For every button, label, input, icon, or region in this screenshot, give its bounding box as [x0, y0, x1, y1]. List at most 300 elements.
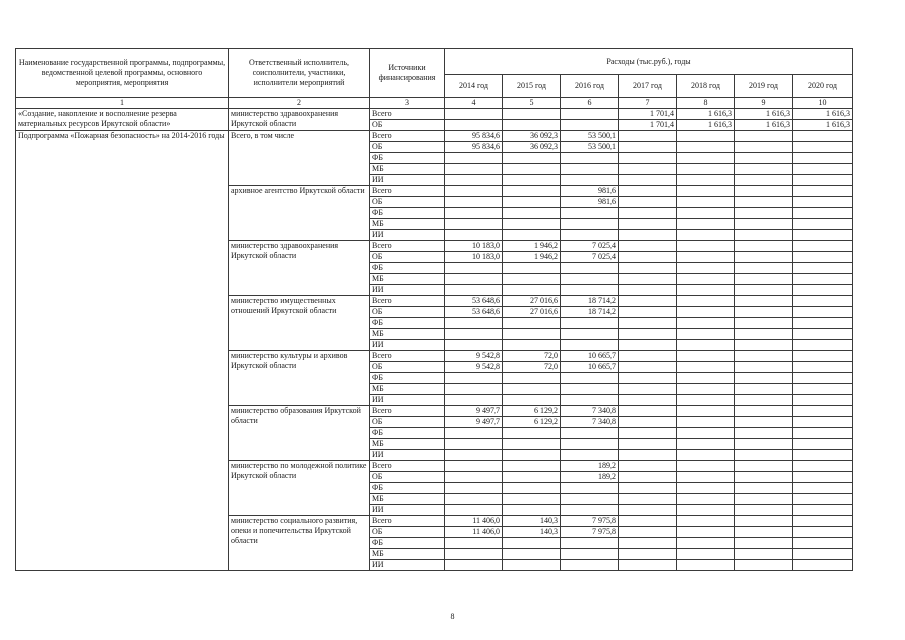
amount-cell [619, 417, 677, 428]
amount-cell [793, 318, 853, 329]
executor-name: министерство по молодежной политике Иркутской области [229, 461, 370, 516]
amount-cell [445, 318, 503, 329]
amount-cell [445, 461, 503, 472]
amount-cell [619, 406, 677, 417]
amount-cell [793, 483, 853, 494]
amount-cell [561, 395, 619, 406]
amount-cell: 7 025,4 [561, 252, 619, 263]
amount-cell [619, 373, 677, 384]
amount-cell: 11 406,0 [445, 516, 503, 527]
amount-cell [445, 186, 503, 197]
amount-cell [619, 274, 677, 285]
funding-source: ФБ [370, 318, 445, 329]
funding-source: МБ [370, 384, 445, 395]
amount-cell [445, 472, 503, 483]
amount-cell [677, 153, 735, 164]
amount-cell [677, 472, 735, 483]
amount-cell [619, 384, 677, 395]
amount-cell [445, 494, 503, 505]
amount-cell [793, 450, 853, 461]
amount-cell [445, 439, 503, 450]
amount-cell [561, 153, 619, 164]
funding-source: ОБ [370, 362, 445, 373]
amount-cell [445, 428, 503, 439]
amount-cell [561, 175, 619, 186]
amount-cell [677, 285, 735, 296]
amount-cell [793, 131, 853, 142]
amount-cell [735, 131, 793, 142]
amount-cell [677, 516, 735, 527]
amount-cell [677, 142, 735, 153]
amount-cell [445, 384, 503, 395]
funding-source: Всего [370, 186, 445, 197]
amount-cell [503, 274, 561, 285]
amount-cell [677, 164, 735, 175]
amount-cell [619, 549, 677, 560]
amount-cell: 981,6 [561, 197, 619, 208]
amount-cell [503, 538, 561, 549]
amount-cell [735, 417, 793, 428]
amount-cell [793, 362, 853, 373]
amount-cell [677, 373, 735, 384]
funding-source: МБ [370, 164, 445, 175]
amount-cell [677, 384, 735, 395]
executor-name: министерство социального развития, опеки и попечительства Иркутской области [229, 516, 370, 571]
amount-cell: 7 975,8 [561, 527, 619, 538]
amount-cell [793, 384, 853, 395]
amount-cell [677, 417, 735, 428]
amount-cell [793, 417, 853, 428]
amount-cell [445, 505, 503, 516]
amount-cell: 53 500,1 [561, 131, 619, 142]
funding-source: Всего [370, 131, 445, 142]
amount-cell [677, 406, 735, 417]
amount-cell [735, 483, 793, 494]
amount-cell [793, 186, 853, 197]
funding-source: МБ [370, 549, 445, 560]
header-program-name: Наименование государственной программы, подпрограммы, ведомственной целевой программы, основного мероприятия, мероприятия [16, 49, 229, 98]
amount-cell [445, 153, 503, 164]
funding-source: Всего [370, 296, 445, 307]
amount-cell: 18 714,2 [561, 307, 619, 318]
amount-cell: 72,0 [503, 351, 561, 362]
amount-cell [619, 428, 677, 439]
amount-cell [503, 494, 561, 505]
funding-source: ИИ [370, 175, 445, 186]
amount-cell [677, 494, 735, 505]
program-name: «Создание, накопление и восполнение резерва материальных ресурсов Иркутской области» [16, 109, 229, 131]
funding-source: ИИ [370, 450, 445, 461]
amount-cell: 981,6 [561, 186, 619, 197]
amount-cell [677, 549, 735, 560]
amount-cell [445, 263, 503, 274]
amount-cell [561, 120, 619, 131]
column-index: 10 [793, 98, 853, 109]
column-index-row [16, 98, 853, 109]
funding-source: Всего [370, 461, 445, 472]
funding-source: Всего [370, 516, 445, 527]
funding-source: ОБ [370, 142, 445, 153]
amount-cell [735, 439, 793, 450]
funding-source: МБ [370, 274, 445, 285]
amount-cell: 1 616,3 [793, 109, 853, 120]
amount-cell [445, 274, 503, 285]
amount-cell: 9 542,8 [445, 362, 503, 373]
amount-cell [677, 307, 735, 318]
funding-source: МБ [370, 439, 445, 450]
funding-source: ОБ [370, 197, 445, 208]
amount-cell [735, 329, 793, 340]
amount-cell: 72,0 [503, 362, 561, 373]
amount-cell [503, 263, 561, 274]
table-row [16, 131, 853, 142]
header-expenses: Расходы (тыс.руб.), годы [445, 49, 853, 75]
amount-cell [561, 505, 619, 516]
header-executor: Ответственный исполнитель, соисполнители, участники, исполнители мероприятий [229, 49, 370, 98]
amount-cell [677, 329, 735, 340]
program-name: Подпрограмма «Пожарная безопасность» на 2014-2016 годы [16, 131, 229, 571]
funding-source: ФБ [370, 538, 445, 549]
column-index: 4 [445, 98, 503, 109]
amount-cell: 95 834,6 [445, 142, 503, 153]
amount-cell [561, 285, 619, 296]
amount-cell [677, 362, 735, 373]
funding-source: Всего [370, 351, 445, 362]
amount-cell: 6 129,2 [503, 417, 561, 428]
amount-cell [445, 120, 503, 131]
amount-cell: 6 129,2 [503, 406, 561, 417]
amount-cell [619, 263, 677, 274]
amount-cell [735, 296, 793, 307]
amount-cell [793, 219, 853, 230]
amount-cell [561, 450, 619, 461]
amount-cell: 95 834,6 [445, 131, 503, 142]
amount-cell [561, 384, 619, 395]
funding-source: ОБ [370, 527, 445, 538]
amount-cell [445, 230, 503, 241]
header-year: 2020 год [793, 75, 853, 98]
amount-cell: 10 183,0 [445, 252, 503, 263]
header-funding-source: Источники финансирования [370, 49, 445, 98]
header-year: 2019 год [735, 75, 793, 98]
amount-cell: 1 946,2 [503, 241, 561, 252]
amount-cell [793, 164, 853, 175]
amount-cell [735, 527, 793, 538]
amount-cell: 53 648,6 [445, 307, 503, 318]
header-year: 2014 год [445, 75, 503, 98]
amount-cell [561, 318, 619, 329]
amount-cell [619, 329, 677, 340]
amount-cell [735, 263, 793, 274]
amount-cell [503, 505, 561, 516]
amount-cell [793, 208, 853, 219]
amount-cell [619, 516, 677, 527]
amount-cell [793, 549, 853, 560]
amount-cell [735, 340, 793, 351]
amount-cell [793, 439, 853, 450]
amount-cell [619, 351, 677, 362]
amount-cell [445, 483, 503, 494]
amount-cell [793, 516, 853, 527]
amount-cell [503, 384, 561, 395]
amount-cell [619, 439, 677, 450]
amount-cell [619, 219, 677, 230]
amount-cell: 1 616,3 [735, 109, 793, 120]
amount-cell [619, 340, 677, 351]
funding-source: Всего [370, 241, 445, 252]
amount-cell [735, 560, 793, 571]
amount-cell [677, 527, 735, 538]
amount-cell [503, 450, 561, 461]
amount-cell [619, 175, 677, 186]
amount-cell [561, 439, 619, 450]
amount-cell [619, 131, 677, 142]
funding-source: ФБ [370, 428, 445, 439]
amount-cell [445, 340, 503, 351]
amount-cell [561, 109, 619, 120]
amount-cell [793, 263, 853, 274]
amount-cell: 1 701,4 [619, 120, 677, 131]
funding-source: ОБ [370, 307, 445, 318]
amount-cell [445, 373, 503, 384]
amount-cell: 53 500,1 [561, 142, 619, 153]
column-index: 9 [735, 98, 793, 109]
amount-cell [619, 450, 677, 461]
funding-source: МБ [370, 329, 445, 340]
amount-cell: 7 025,4 [561, 241, 619, 252]
amount-cell [503, 549, 561, 560]
amount-cell [793, 428, 853, 439]
amount-cell [677, 395, 735, 406]
amount-cell [445, 197, 503, 208]
amount-cell: 18 714,2 [561, 296, 619, 307]
amount-cell [735, 428, 793, 439]
funding-source: ФБ [370, 208, 445, 219]
amount-cell [445, 329, 503, 340]
amount-cell [445, 219, 503, 230]
amount-cell [793, 296, 853, 307]
table-row [16, 109, 853, 120]
amount-cell [735, 142, 793, 153]
amount-cell [619, 395, 677, 406]
amount-cell [619, 461, 677, 472]
amount-cell [503, 285, 561, 296]
amount-cell [677, 351, 735, 362]
funding-source: ОБ [370, 252, 445, 263]
amount-cell: 1 701,4 [619, 109, 677, 120]
header-year: 2017 год [619, 75, 677, 98]
amount-cell: 10 183,0 [445, 241, 503, 252]
amount-cell: 1 946,2 [503, 252, 561, 263]
amount-cell [445, 538, 503, 549]
amount-cell [503, 428, 561, 439]
amount-cell [503, 175, 561, 186]
amount-cell [735, 208, 793, 219]
amount-cell [561, 483, 619, 494]
amount-cell: 1 616,3 [793, 120, 853, 131]
amount-cell [503, 329, 561, 340]
header-year: 2016 год [561, 75, 619, 98]
amount-cell [735, 384, 793, 395]
amount-cell [503, 153, 561, 164]
executor-name: министерство образования Иркутской области [229, 406, 370, 461]
amount-cell [503, 461, 561, 472]
amount-cell: 7 340,8 [561, 406, 619, 417]
amount-cell [793, 252, 853, 263]
amount-cell [619, 186, 677, 197]
executor-name: министерство здравоохранения Иркутской области [229, 241, 370, 296]
amount-cell [735, 252, 793, 263]
amount-cell [677, 230, 735, 241]
amount-cell [735, 494, 793, 505]
amount-cell [735, 197, 793, 208]
amount-cell [793, 538, 853, 549]
executor-name: министерство имущественных отношений Иркутской области [229, 296, 370, 351]
amount-cell [503, 318, 561, 329]
amount-cell [619, 318, 677, 329]
funding-source: ИИ [370, 560, 445, 571]
amount-cell [793, 274, 853, 285]
amount-cell: 140,3 [503, 527, 561, 538]
amount-cell: 27 016,6 [503, 296, 561, 307]
funding-source: ОБ [370, 417, 445, 428]
amount-cell [793, 285, 853, 296]
column-index: 3 [370, 98, 445, 109]
amount-cell [503, 472, 561, 483]
amount-cell [445, 560, 503, 571]
column-index: 7 [619, 98, 677, 109]
amount-cell [619, 164, 677, 175]
amount-cell [793, 197, 853, 208]
amount-cell [503, 395, 561, 406]
amount-cell [677, 274, 735, 285]
amount-cell [735, 461, 793, 472]
amount-cell [677, 252, 735, 263]
amount-cell [735, 219, 793, 230]
amount-cell [677, 186, 735, 197]
amount-cell [735, 186, 793, 197]
funding-source: ФБ [370, 153, 445, 164]
amount-cell [619, 483, 677, 494]
amount-cell [619, 472, 677, 483]
amount-cell: 189,2 [561, 461, 619, 472]
funding-source: ИИ [370, 285, 445, 296]
amount-cell: 53 648,6 [445, 296, 503, 307]
amount-cell: 189,2 [561, 472, 619, 483]
amount-cell [619, 241, 677, 252]
amount-cell [503, 373, 561, 384]
amount-cell [735, 241, 793, 252]
amount-cell: 7 340,8 [561, 417, 619, 428]
amount-cell [503, 109, 561, 120]
funding-source: Всего [370, 406, 445, 417]
amount-cell [677, 318, 735, 329]
amount-cell [445, 285, 503, 296]
column-index: 8 [677, 98, 735, 109]
amount-cell: 1 616,3 [677, 109, 735, 120]
amount-cell: 9 497,7 [445, 406, 503, 417]
amount-cell [793, 230, 853, 241]
amount-cell [735, 274, 793, 285]
amount-cell [503, 197, 561, 208]
amount-cell [561, 230, 619, 241]
amount-cell [561, 274, 619, 285]
amount-cell [445, 208, 503, 219]
amount-cell [793, 406, 853, 417]
amount-cell [619, 285, 677, 296]
amount-cell [735, 230, 793, 241]
amount-cell [677, 263, 735, 274]
amount-cell [561, 494, 619, 505]
executor-name: архивное агентство Иркутской области [229, 186, 370, 241]
funding-source: ФБ [370, 373, 445, 384]
amount-cell [677, 340, 735, 351]
funding-source: ИИ [370, 230, 445, 241]
amount-cell [445, 175, 503, 186]
amount-cell [619, 505, 677, 516]
amount-cell [619, 362, 677, 373]
amount-cell [677, 197, 735, 208]
amount-cell [503, 560, 561, 571]
amount-cell [619, 153, 677, 164]
amount-cell [561, 219, 619, 230]
funding-source: Всего [370, 109, 445, 120]
amount-cell [793, 527, 853, 538]
amount-cell [735, 175, 793, 186]
funding-source: МБ [370, 494, 445, 505]
amount-cell: 10 665,7 [561, 351, 619, 362]
funding-source: ФБ [370, 483, 445, 494]
amount-cell [561, 560, 619, 571]
amount-cell [561, 263, 619, 274]
amount-cell [735, 318, 793, 329]
funding-source: ФБ [370, 263, 445, 274]
amount-cell [619, 560, 677, 571]
column-index: 1 [16, 98, 229, 109]
amount-cell [677, 131, 735, 142]
amount-cell [561, 329, 619, 340]
amount-cell [619, 208, 677, 219]
amount-cell [735, 472, 793, 483]
amount-cell [793, 560, 853, 571]
header-year: 2018 год [677, 75, 735, 98]
column-index: 6 [561, 98, 619, 109]
amount-cell [677, 219, 735, 230]
amount-cell: 1 616,3 [677, 120, 735, 131]
amount-cell: 36 092,3 [503, 131, 561, 142]
amount-cell [677, 208, 735, 219]
amount-cell [677, 296, 735, 307]
amount-cell [735, 307, 793, 318]
funding-source: ИИ [370, 340, 445, 351]
amount-cell [503, 164, 561, 175]
budget-table [15, 48, 853, 571]
amount-cell [793, 175, 853, 186]
amount-cell [561, 549, 619, 560]
amount-cell [503, 208, 561, 219]
column-index: 5 [503, 98, 561, 109]
amount-cell [677, 428, 735, 439]
amount-cell [793, 241, 853, 252]
amount-cell [619, 252, 677, 263]
amount-cell [735, 351, 793, 362]
amount-cell [735, 285, 793, 296]
amount-cell: 1 616,3 [735, 120, 793, 131]
page-number: 8 [450, 612, 455, 621]
amount-cell [503, 186, 561, 197]
amount-cell [503, 120, 561, 131]
amount-cell [619, 197, 677, 208]
